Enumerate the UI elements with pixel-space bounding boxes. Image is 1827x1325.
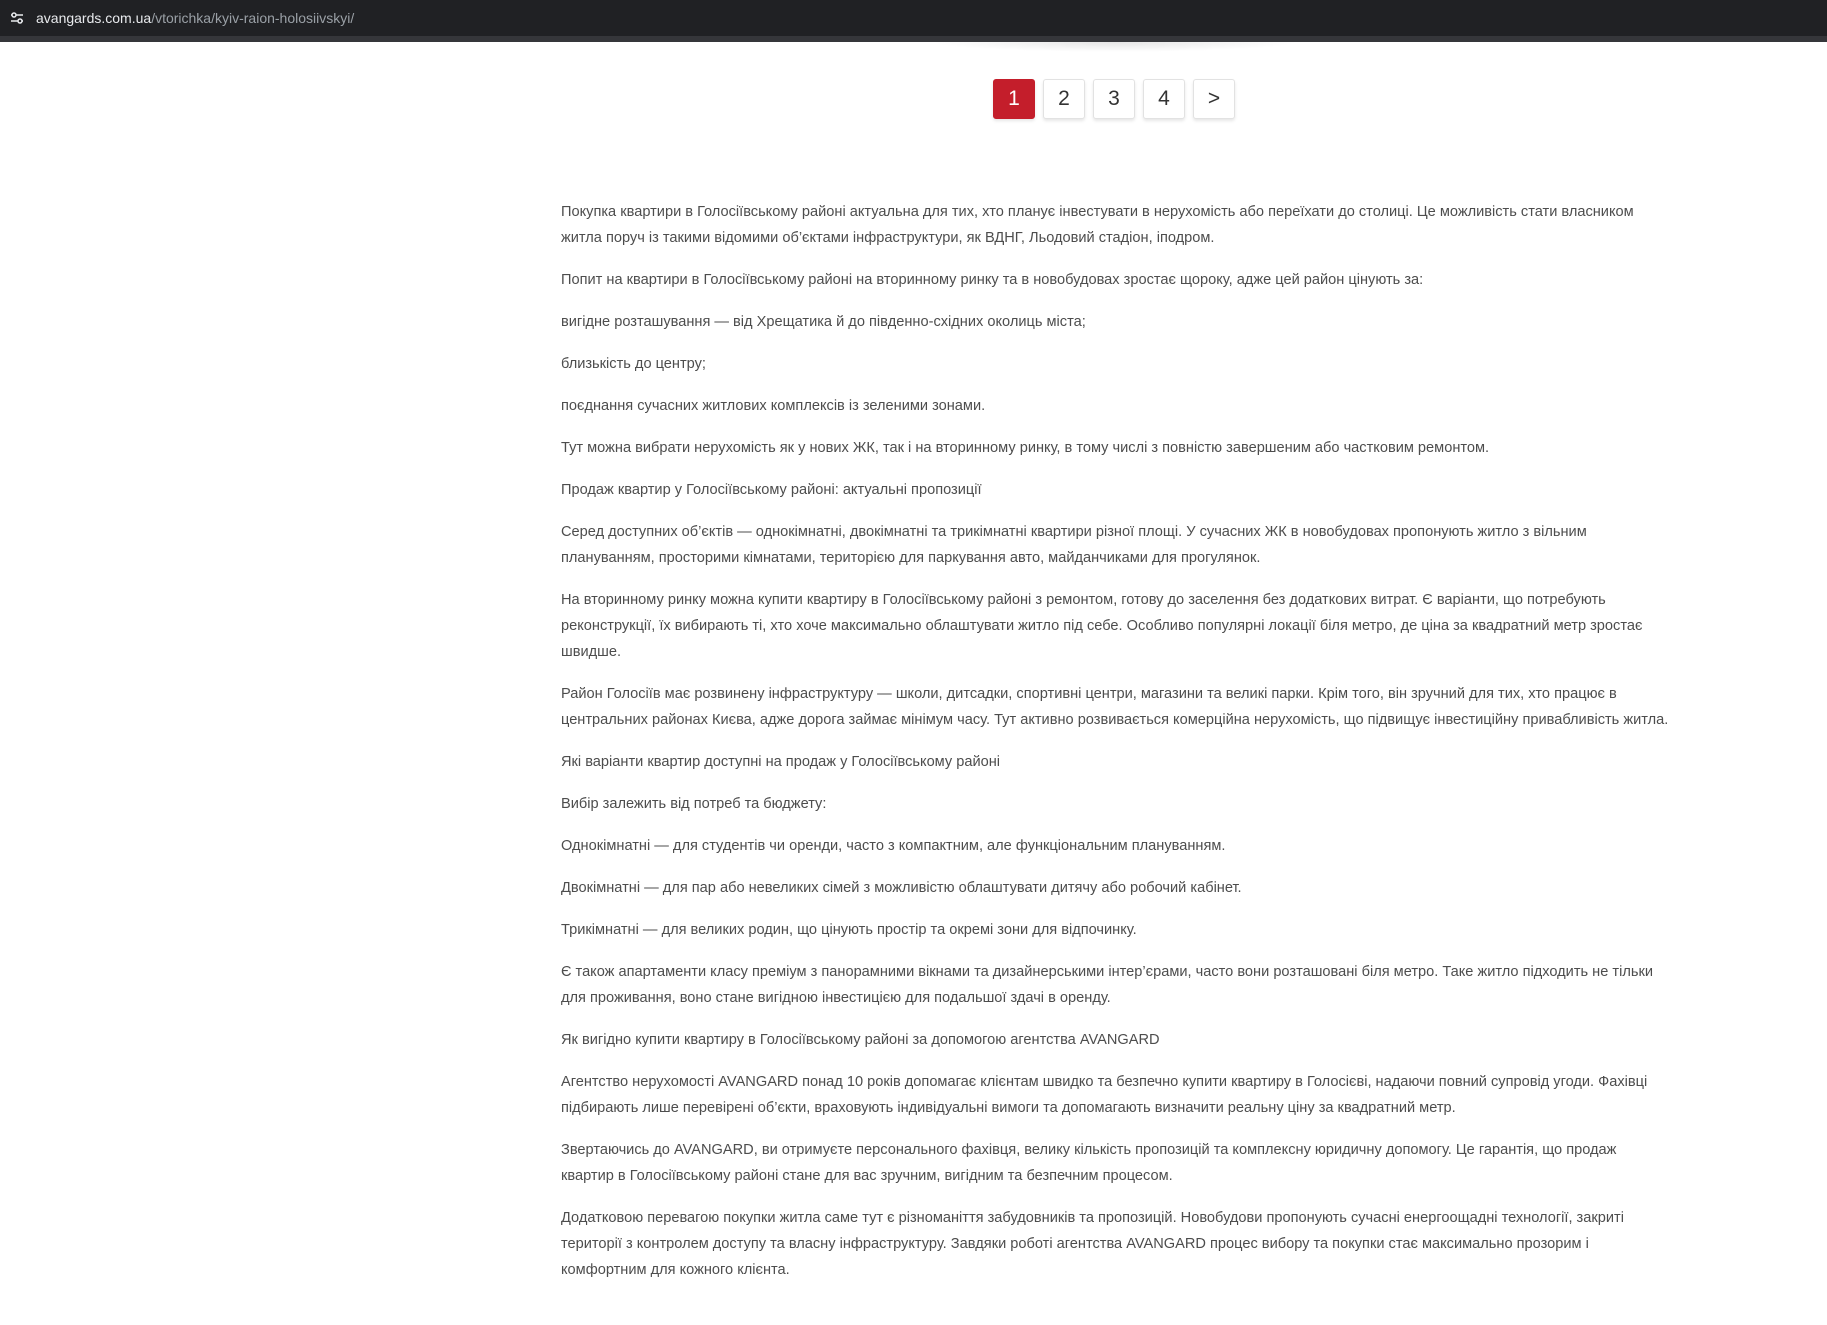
page-button-1[interactable]: 1 bbox=[993, 79, 1035, 119]
article-paragraph: Серед доступних об’єктів — однокімнатні, двокімнатні та трикімнатні квартири різної площі. У сучасних ЖК в новобудовах пропонують житло з вільним плануванням, просторими кімнатами, територією для паркування авто, майданчиками для прогулянок. bbox=[561, 524, 1587, 566]
article-paragraph: Покупка квартири в Голосіївському районі актуальна для тих, хто планує інвестувати в нерухомість або переїхати до столиці. Це можливість стати власником житла поруч із такими відомими об’єктами інфраструктури, як ВДНГ, Льодовий стадіон, іподром. bbox=[561, 204, 1634, 246]
article-paragraph: Є також апартаменти класу преміум з панорамними вікнами та дизайнерськими інтер’єрами, часто вони розташовані біля метро. Таке житло підходить не тільки для проживання, воно стане вигідною інвестицією для подальшої здачі в оренду. bbox=[561, 964, 1653, 1006]
article-paragraph: Двокімнатні — для пар або невеликих сімей з можливістю облаштувати дитячу або робочий кабінет. bbox=[561, 880, 1242, 896]
page-button-4[interactable]: 4 bbox=[1143, 79, 1185, 119]
article-paragraph: Однокімнатні — для студентів чи оренди, часто з компактним, але функціональним плануванням. bbox=[561, 838, 1226, 854]
article-paragraph: Попит на квартири в Голосіївському районі на вторинному ринку та в новобудовах зростає щороку, адже цей район цінують за: bbox=[561, 272, 1424, 288]
page-button-3[interactable]: 3 bbox=[1093, 79, 1135, 119]
next-page-button[interactable]: > bbox=[1193, 79, 1235, 119]
article-paragraph: Тут можна вибрати нерухомість як у нових ЖК, так і на вторинному ринку, в тому числі з повністю завершеним або частковим ремонтом. bbox=[561, 440, 1490, 456]
page-button-2[interactable]: 2 bbox=[1043, 79, 1085, 119]
browser-address-bar bbox=[0, 0, 1827, 42]
article-paragraph: Район Голосіїв має розвинену інфраструктуру — школи, дитсадки, спортивні центри, магазини та великі парки. Крім того, він зручний для тих, хто працює в центральних районах Києва, адже дорога займає мінімум часу. Тут активно розвивається комерційна нерухомість, що підвищує інвестиційну привабливість житла. bbox=[561, 686, 1669, 728]
article-paragraph: Агентство нерухомості AVANGARD понад 10 років допомагає клієнтам швидко та безпечно купити квартиру в Голосієві, надаючи повний супровід угоди. Фахівці підбирають лише перевірені об’єкти, враховують індивідуальні вимоги та допомагають визначити реальну ціну за квадратний метр. bbox=[561, 1074, 1648, 1116]
article-paragraph: Звертаючись до AVANGARD, ви отримуєте персонального фахівця, велику кількість пропозицій та комплексну юридичну допомогу. Це гарантія, що продаж квартир в Голосіївському районі стане для вас зручним, вигідним та безпечним процесом. bbox=[561, 1142, 1617, 1184]
seo-article bbox=[561, 199, 1673, 1299]
pagination bbox=[993, 79, 1235, 119]
article-subheading: Які варіанти квартир доступні на продаж у Голосіївському районі bbox=[561, 754, 1001, 770]
article-paragraph: близькість до центру; bbox=[561, 356, 706, 372]
article-subheading: Продаж квартир у Голосіївському районі: актуальні пропозиції bbox=[561, 482, 982, 498]
article-paragraph: поєднання сучасних житлових комплексів із зеленими зонами. bbox=[561, 398, 986, 414]
article-paragraph: Трикімнатні — для великих родин, що цінують простір та окремі зони для відпочинку. bbox=[561, 922, 1137, 938]
url-host: avangards.com.ua bbox=[36, 10, 152, 26]
article-paragraph: Додатковою перевагою покупки житла саме тут є різноманіття забудовників та пропозицій. Новобудови пропонують сучасні енергоощадні технології, закриті території з контролем доступу та власну інфраструктуру. Завдяки роботі агентства AVANGARD процес вибору та покупки стає максимально прозорим і комфортним для кожного клієнта. bbox=[561, 1210, 1624, 1278]
url-path: /vtorichka/kyiv-raion-holosiivskyi/ bbox=[151, 10, 355, 26]
article-paragraph: На вторинному ринку можна купити квартиру в Голосіївському районі з ремонтом, готову до заселення без додаткових витрат. Є варіанти, що потребують реконструкції, їх вибирають ті, хто хоче максимально облаштувати житло під себе. Особливо популярні локації біля метро, де ціна за квадратний метр зростає швидше. bbox=[561, 592, 1643, 660]
tune-icon[interactable] bbox=[7, 8, 27, 28]
article-paragraph: Вибір залежить від потреб та бюджету: bbox=[561, 796, 827, 812]
url-field[interactable] bbox=[36, 0, 354, 36]
article-paragraph: вигідне розташування — від Хрещатика й до південно-східних околиць міста; bbox=[561, 314, 1086, 330]
header-shadow bbox=[930, 42, 1300, 52]
article-subheading: Як вигідно купити квартиру в Голосіївському районі за допомогою агентства AVANGARD bbox=[561, 1032, 1160, 1048]
